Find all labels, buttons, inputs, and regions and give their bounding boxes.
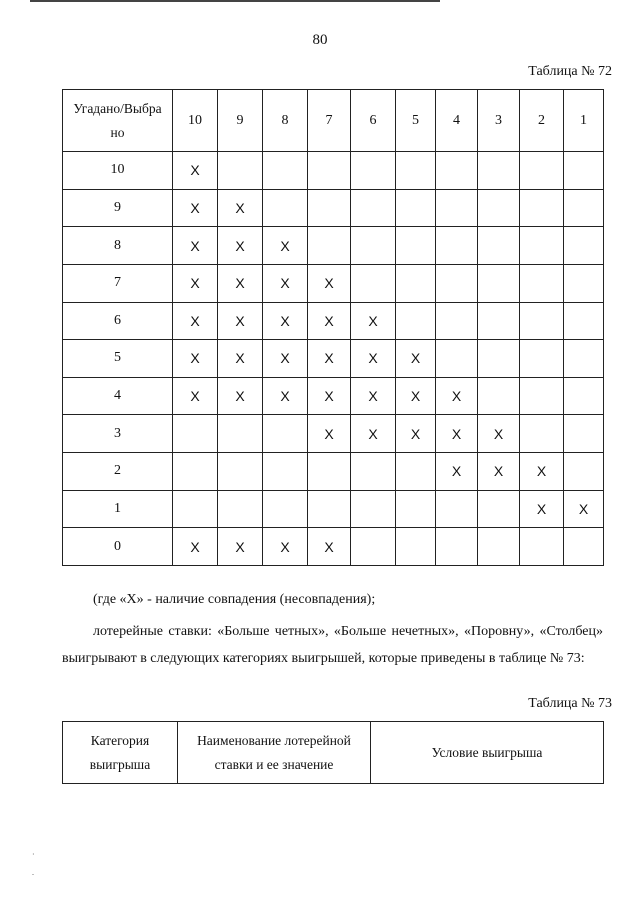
win-condition-header: Условие выигрыша	[371, 722, 604, 784]
match-cell	[263, 189, 308, 227]
match-cell	[218, 490, 263, 528]
match-cell: X	[308, 528, 351, 566]
table-row	[63, 415, 604, 453]
match-cell: X	[564, 490, 604, 528]
match-cell: X	[173, 302, 218, 340]
row-label: 6	[63, 302, 173, 340]
table-72-label: Таблица № 72	[528, 64, 612, 79]
body-paragraph: лотерейные ставки: «Больше четных», «Больше нечетных», «Поровну», «Столбец» выигрывают в следующих категориях выигрышей, которые приведены в таблице № 73:	[62, 624, 603, 666]
note-text: (где «X» - наличие совпадения (несовпадения);	[93, 592, 376, 607]
match-cell	[478, 264, 520, 302]
row-label: 4	[63, 377, 173, 415]
table-row	[63, 528, 604, 566]
match-cell: X	[173, 189, 218, 227]
match-cell	[396, 227, 436, 265]
match-cell	[263, 490, 308, 528]
match-cell	[478, 152, 520, 190]
match-cell	[436, 490, 478, 528]
bet-name-header	[178, 722, 371, 784]
row-label: 2	[63, 453, 173, 491]
table-72-header-row	[63, 90, 604, 152]
match-cell	[520, 528, 564, 566]
column-header: 6	[351, 90, 396, 152]
match-cell	[308, 152, 351, 190]
match-cell	[564, 227, 604, 265]
match-cell: X	[173, 377, 218, 415]
match-cell: X	[520, 490, 564, 528]
row-label: 1	[63, 490, 173, 528]
match-cell: X	[218, 264, 263, 302]
match-cell: X	[218, 189, 263, 227]
match-cell: X	[351, 302, 396, 340]
corner-line-2: но	[110, 124, 125, 140]
match-cell	[478, 377, 520, 415]
table-73	[62, 721, 604, 784]
page-number: 80	[312, 32, 328, 48]
column-header: 3	[478, 90, 520, 152]
match-cell: X	[436, 415, 478, 453]
scan-specks: · .	[32, 850, 35, 877]
match-cell	[173, 415, 218, 453]
table-row	[63, 377, 604, 415]
match-cell	[520, 189, 564, 227]
bet-name-header-line-1: Наименование лотерейной	[197, 732, 351, 748]
table-row	[63, 490, 604, 528]
match-cell	[218, 415, 263, 453]
match-cell	[308, 453, 351, 491]
match-cell	[173, 453, 218, 491]
match-cell	[478, 340, 520, 378]
row-label: 8	[63, 227, 173, 265]
table-row	[63, 453, 604, 491]
match-cell	[564, 189, 604, 227]
table-row	[63, 227, 604, 265]
row-label: 9	[63, 189, 173, 227]
match-cell	[520, 227, 564, 265]
table-row	[63, 189, 604, 227]
row-label: 7	[63, 264, 173, 302]
match-cell: X	[218, 340, 263, 378]
match-cell	[263, 453, 308, 491]
category-header-line-2: выигрыша	[89, 756, 151, 772]
bet-name-header-line-2: ставки и ее значение	[214, 756, 334, 772]
match-cell: X	[351, 377, 396, 415]
column-header: 2	[520, 90, 564, 152]
match-cell	[564, 302, 604, 340]
column-header: 8	[263, 90, 308, 152]
column-header: 9	[218, 90, 263, 152]
row-label: 10	[63, 152, 173, 190]
match-cell	[396, 264, 436, 302]
match-cell	[564, 453, 604, 491]
match-cell	[351, 490, 396, 528]
match-cell: X	[218, 377, 263, 415]
match-cell	[436, 528, 478, 566]
match-cell	[478, 302, 520, 340]
match-cell	[396, 528, 436, 566]
match-cell	[478, 189, 520, 227]
match-cell	[436, 227, 478, 265]
match-cell	[351, 227, 396, 265]
table-73-label: Таблица № 73	[528, 696, 612, 711]
match-cell: X	[218, 227, 263, 265]
match-cell	[351, 152, 396, 190]
match-cell	[436, 302, 478, 340]
match-cell	[520, 152, 564, 190]
match-cell: X	[478, 415, 520, 453]
match-cell	[564, 377, 604, 415]
match-cell	[520, 340, 564, 378]
match-cell: X	[308, 340, 351, 378]
corner-line-1: Угадано/Выбра	[73, 100, 162, 116]
match-cell	[308, 490, 351, 528]
match-cell	[396, 490, 436, 528]
match-cell	[564, 340, 604, 378]
match-cell	[520, 377, 564, 415]
category-header-line-1: Категория	[90, 732, 150, 748]
match-cell: X	[351, 340, 396, 378]
match-cell	[396, 453, 436, 491]
match-cell	[520, 264, 564, 302]
row-label: 3	[63, 415, 173, 453]
match-cell: X	[351, 415, 396, 453]
match-cell	[308, 227, 351, 265]
match-cell	[263, 415, 308, 453]
match-cell: X	[308, 264, 351, 302]
match-cell: X	[173, 340, 218, 378]
match-cell	[218, 453, 263, 491]
match-cell	[564, 415, 604, 453]
match-cell: X	[173, 528, 218, 566]
match-cell	[263, 152, 308, 190]
match-cell	[436, 152, 478, 190]
match-cell	[520, 415, 564, 453]
table-73-header-row	[63, 722, 604, 784]
match-cell: X	[308, 415, 351, 453]
match-cell	[351, 528, 396, 566]
match-cell: X	[263, 340, 308, 378]
match-cell	[396, 302, 436, 340]
table-row	[63, 340, 604, 378]
match-cell: X	[173, 227, 218, 265]
table-row	[63, 264, 604, 302]
match-cell: X	[173, 152, 218, 190]
match-cell: X	[263, 377, 308, 415]
column-header: 7	[308, 90, 351, 152]
match-cell: X	[478, 453, 520, 491]
column-header: 1	[564, 90, 604, 152]
match-cell: X	[308, 377, 351, 415]
category-header	[63, 722, 178, 784]
table-row	[63, 302, 604, 340]
match-cell: X	[263, 227, 308, 265]
match-cell	[308, 189, 351, 227]
match-cell: X	[436, 377, 478, 415]
column-header: 5	[396, 90, 436, 152]
match-cell	[218, 152, 263, 190]
match-cell	[520, 302, 564, 340]
match-cell	[173, 490, 218, 528]
match-cell: X	[263, 264, 308, 302]
column-header: 10	[173, 90, 218, 152]
match-cell: X	[173, 264, 218, 302]
match-cell: X	[308, 302, 351, 340]
match-cell	[436, 189, 478, 227]
match-cell	[436, 340, 478, 378]
row-label: 0	[63, 528, 173, 566]
match-cell	[478, 528, 520, 566]
match-cell: X	[436, 453, 478, 491]
match-cell	[351, 264, 396, 302]
table-72-body	[63, 152, 604, 566]
match-cell: X	[263, 528, 308, 566]
match-cell: X	[396, 340, 436, 378]
match-cell: X	[520, 453, 564, 491]
match-cell	[396, 152, 436, 190]
table-72	[62, 89, 604, 566]
match-cell	[351, 453, 396, 491]
match-cell: X	[396, 377, 436, 415]
match-cell: X	[218, 528, 263, 566]
top-rule	[30, 0, 440, 2]
match-cell	[564, 528, 604, 566]
table-row	[63, 152, 604, 190]
match-cell	[351, 189, 396, 227]
row-label: 5	[63, 340, 173, 378]
match-cell: X	[396, 415, 436, 453]
match-cell	[436, 264, 478, 302]
match-cell	[478, 490, 520, 528]
match-cell	[564, 152, 604, 190]
match-cell	[564, 264, 604, 302]
table-72-corner-header	[63, 90, 173, 152]
match-cell	[396, 189, 436, 227]
column-header: 4	[436, 90, 478, 152]
match-cell	[478, 227, 520, 265]
match-cell: X	[218, 302, 263, 340]
match-cell: X	[263, 302, 308, 340]
